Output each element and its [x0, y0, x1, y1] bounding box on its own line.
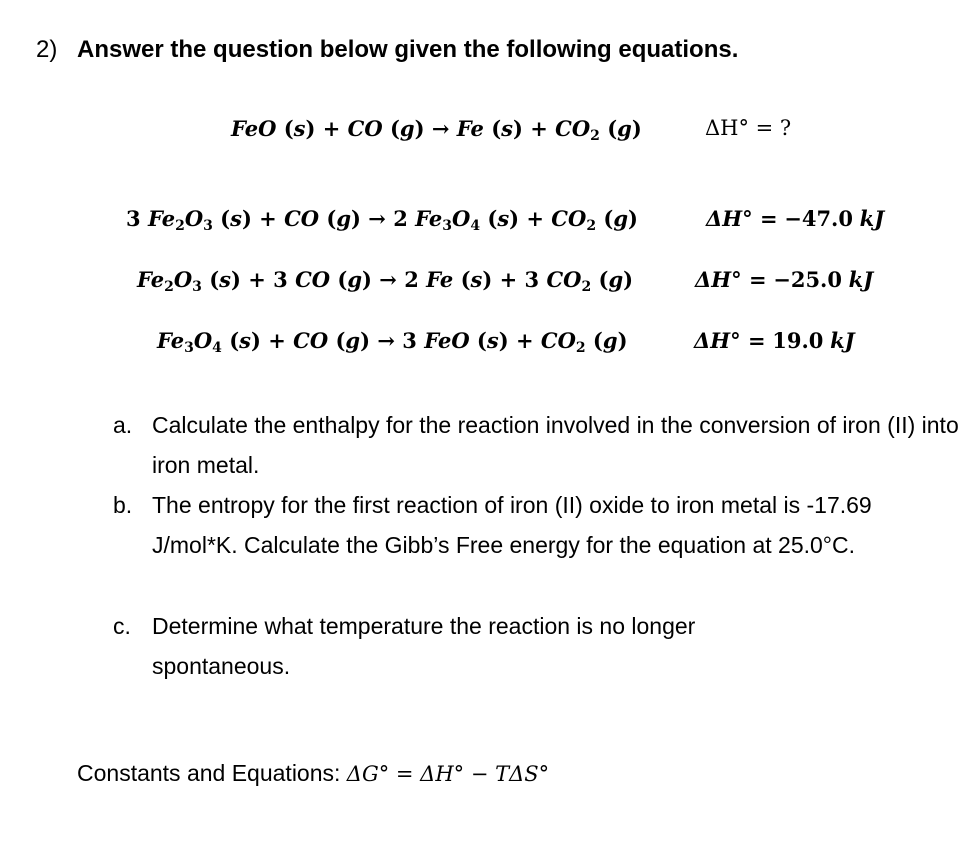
part-c-text: Determine what temperature the reaction is no longer spontaneous. [152, 613, 696, 679]
reaction-3-delta-h: ΔH° = 19.0 kJ [694, 328, 855, 353]
part-a-letter: a. [113, 412, 133, 438]
reaction-3-value: 19.0 [772, 328, 824, 353]
reaction-2-delta-h: ΔH° = −25.0 kJ [695, 267, 874, 292]
question-number: 2) [36, 36, 58, 63]
reaction-1-equation: 3 $Fe_2O_3$ (s) + CO (g) → 2 $Fe_3O_4$ $(s) + CO_2$ (g) [126, 206, 638, 234]
target-reaction-equation: FeO (s) + CO (g) → Fe $(s) + CO_2$ (g) [231, 116, 642, 144]
gibbs-formula: ΔG° = ΔH° − TΔS° [346, 762, 550, 786]
reaction-1-unit: kJ [859, 206, 885, 231]
reaction-2-unit: kJ [848, 267, 874, 292]
part-c-letter: c. [113, 613, 131, 639]
constants-label: Constants and Equations: [77, 760, 341, 786]
part-b-text: The entropy for the first reaction of iron (II) oxide to iron metal is -17.69 J/mol*K. Calculate the Gibb’s Free energy for the equation at 25.0°C. [152, 492, 872, 558]
constants-line [77, 760, 549, 787]
part-b-letter: b. [113, 492, 133, 518]
part-a-text: Calculate the enthalpy for the reaction involved in the conversion of iron (II) into iron metal. [152, 412, 959, 478]
reaction-2-value: −25.0 [773, 267, 842, 292]
reaction-2-equation: $Fe_2O_3$ (s) + 3 CO (g) → 2 Fe (s) + 3 $CO_2$ (g) [137, 267, 634, 295]
reaction-3-equation: $Fe_3O_4$ (s) + CO (g) → 3 FeO $(s) + CO_2$ (g) [157, 328, 628, 356]
target-reaction-delta-h: ΔH° = ? [705, 116, 792, 140]
reaction-3-unit: kJ [830, 328, 855, 353]
question-title: Answer the question below given the following equations. [77, 36, 739, 63]
reaction-1-value: −47.0 [784, 206, 853, 231]
reaction-1-delta-h: ΔH° = −47.0 kJ [706, 206, 885, 231]
